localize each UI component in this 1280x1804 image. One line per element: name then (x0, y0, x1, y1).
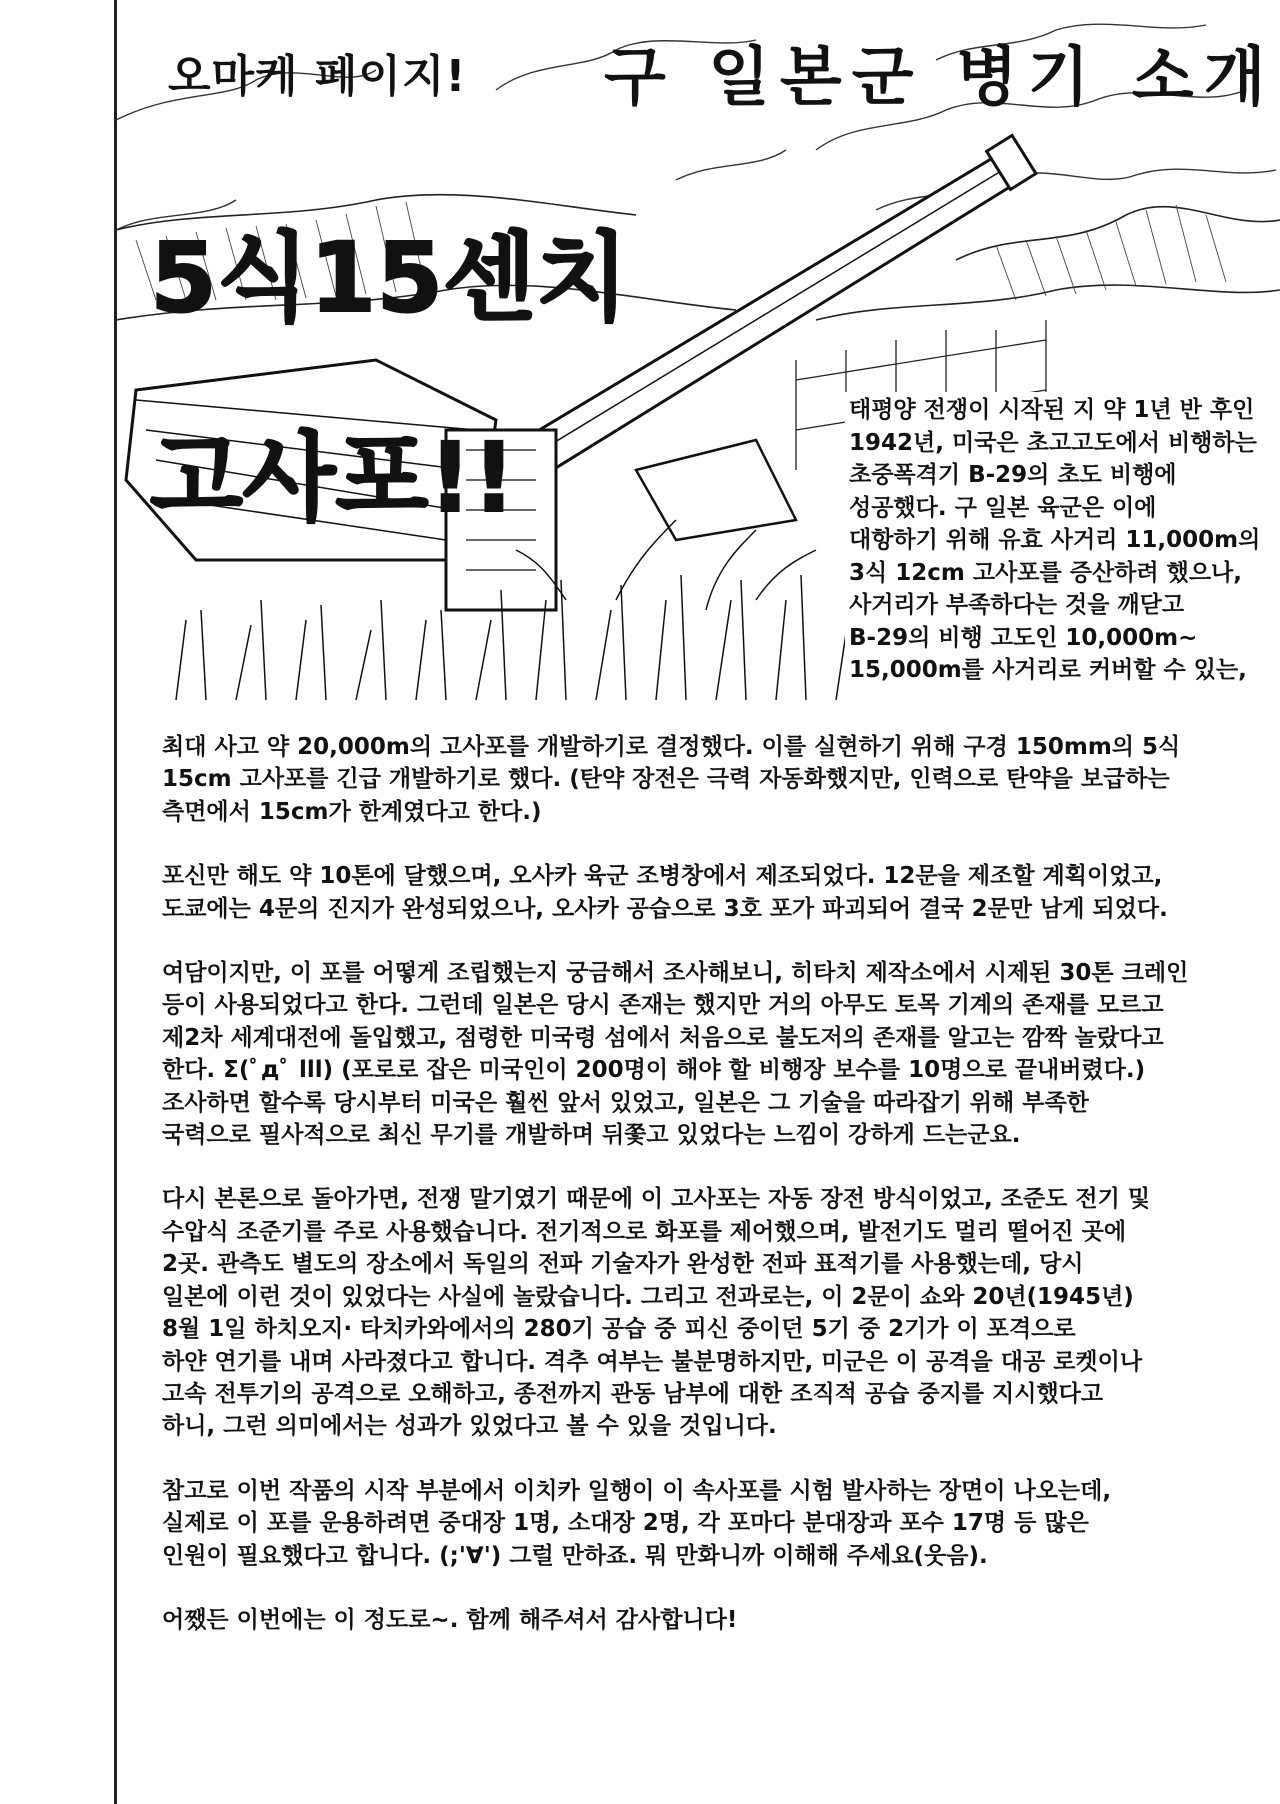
weapon-title-line-1: 5식15센치 (150, 222, 629, 334)
weapon-title-line-2: 고사포!! (150, 422, 516, 534)
intro-paragraph (845, 392, 1279, 693)
intro-line: 15,000m를 사거리로 커버할 수 있는, (849, 657, 1247, 683)
text-line: 여담이지만, 이 포를 어떻게 조립했는지 궁금해서 조사해보니, 히타치 제작소에서 시제된 30톤 크레인 (162, 960, 1189, 987)
text-line: 인원이 필요했다고 합니다. (;'∀') 그럴 만하죠. 뭐 만화니까 이해해 주세요(웃음). (162, 1542, 988, 1569)
intro-line: B-29의 비행 고도인 10,000m~ (849, 624, 1198, 651)
text-line: 일본에 이런 것이 있었다는 사실에 놀랐습니다. 그리고 전과로는, 이 2문이 쇼와 20년(1945년) (162, 1283, 1134, 1310)
text-line: 수압식 조준기를 주로 사용했습니다. 전기적으로 화포를 제어했으며, 발전기도 멀리 떨어진 곳에 (162, 1218, 1127, 1245)
intro-line: 1942년, 미국은 초고고도에서 비행하는 (849, 429, 1257, 456)
text-line: 어쨌든 이번에는 이 정도로~. 함께 해주셔서 감사합니다! (162, 1606, 738, 1633)
text-line: 실제로 이 포를 운용하려면 중대장 1명, 소대장 2명, 각 포마다 분대장과 포수 17명 등 많은 (162, 1510, 1089, 1537)
text-line: 하얀 연기를 내며 사라졌다고 합니다. 격추 여부는 불분명하지만, 미군은 이 공격을 대공 로켓이나 (162, 1348, 1143, 1375)
text-line: 최대 사고 약 20,000m의 고사포를 개발하기로 결정했다. 이를 실현하기 위해 구경 150mm의 5식 (162, 734, 1181, 760)
text-line: 다시 본론으로 돌아가면, 전쟁 말기였기 때문에 이 고사포는 자동 장전 방식이었고, 조준도 전기 및 (162, 1186, 1151, 1213)
series-title: 구 일본군 병기 소개 (604, 41, 1276, 115)
text-line: 도쿄에는 4문의 진지가 완성되었으나, 오사카 공습으로 3호 포가 파괴되어 결국 2문만 남게 되었다. (162, 895, 1168, 922)
intro-line: 태평양 전쟁이 시작된 지 약 1년 반 후인 (849, 397, 1255, 423)
text-line: 참고로 이번 작품의 시작 부분에서 이치카 일행이 이 속사포를 시험 발사하는 장면이 나오는데, (162, 1477, 1112, 1504)
paragraph-operation (162, 1183, 1262, 1442)
intro-line: 사거리가 부족하다는 것을 깨닫고 (849, 592, 1185, 618)
weapon-title (150, 128, 629, 628)
body-text (162, 731, 1262, 1668)
text-line: 2곳. 관측도 별도의 장소에서 독일의 전파 기술자가 완성한 전파 표적기를 사용했는데, 당시 (162, 1251, 1084, 1278)
paragraph-production (162, 860, 1262, 925)
text-line: 등이 사용되었다고 한다. 그런데 일본은 당시 존재는 했지만 거의 아무도 토목 기계의 존재를 모르고 (162, 992, 1164, 1019)
text-line: 하니, 그런 의미에서는 성과가 있었다고 볼 수 있을 것입니다. (162, 1413, 777, 1440)
paragraph-crew (162, 1475, 1262, 1572)
intro-line: 대항하기 위해 유효 사거리 11,000m의 (849, 527, 1261, 553)
text-line: 조사하면 할수록 당시부터 미국은 훨씬 앞서 있었고, 일본은 그 기술을 따라잡기 위해 부족한 (162, 1089, 1089, 1116)
intro-line: 3식 12cm 고사포를 증산하려 했으나, (849, 559, 1242, 586)
intro-line: 초중폭격기 B-29의 초도 비행에 (849, 462, 1177, 488)
text-line: 15cm 고사포를 긴급 개발하기로 했다. (탄약 장전은 극력 자동화했지만, 인력으로 탄약을 보급하는 (162, 766, 1170, 793)
text-line: 포신만 해도 약 10톤에 달했으며, 오사카 육군 조병창에서 제조되었다. 12문을 제조할 계획이었고, (162, 863, 1163, 890)
text-line: 한다. Σ(ﾟдﾟ lll) (포로로 잡은 미국인이 200명이 해야 할 비행장 보수를 10명으로 끝내버렸다.) (162, 1057, 1146, 1084)
intro-line: 성공했다. 구 일본 육군은 이에 (849, 494, 1157, 521)
text-line: 제2차 세계대전에 돌입했고, 점령한 미국령 섬에서 처음으로 불도저의 존재를 알고는 깜짝 놀랐다고 (162, 1024, 1164, 1051)
paragraph-aside (162, 957, 1262, 1151)
paragraph-closing (162, 1604, 1262, 1636)
text-line: 국력으로 필사적으로 최신 무기를 개발하며 뒤쫓고 있었다는 느낌이 강하게 드는군요. (162, 1122, 1021, 1149)
text-line: 고속 전투기의 공격으로 오해하고, 종전까지 관동 남부에 대한 조직적 공습 중지를 지시했다고 (162, 1380, 1104, 1407)
text-line: 측면에서 15cm가 한계였다고 한다.) (162, 798, 542, 825)
omake-page-label: 오마케 페이지! (168, 51, 467, 102)
text-line: 8월 1일 하치오지· 타치카와에서의 280기 공습 중 피신 중이던 5기 중 2기가 이 포격으로 (162, 1316, 1076, 1343)
paragraph-development (162, 731, 1262, 828)
